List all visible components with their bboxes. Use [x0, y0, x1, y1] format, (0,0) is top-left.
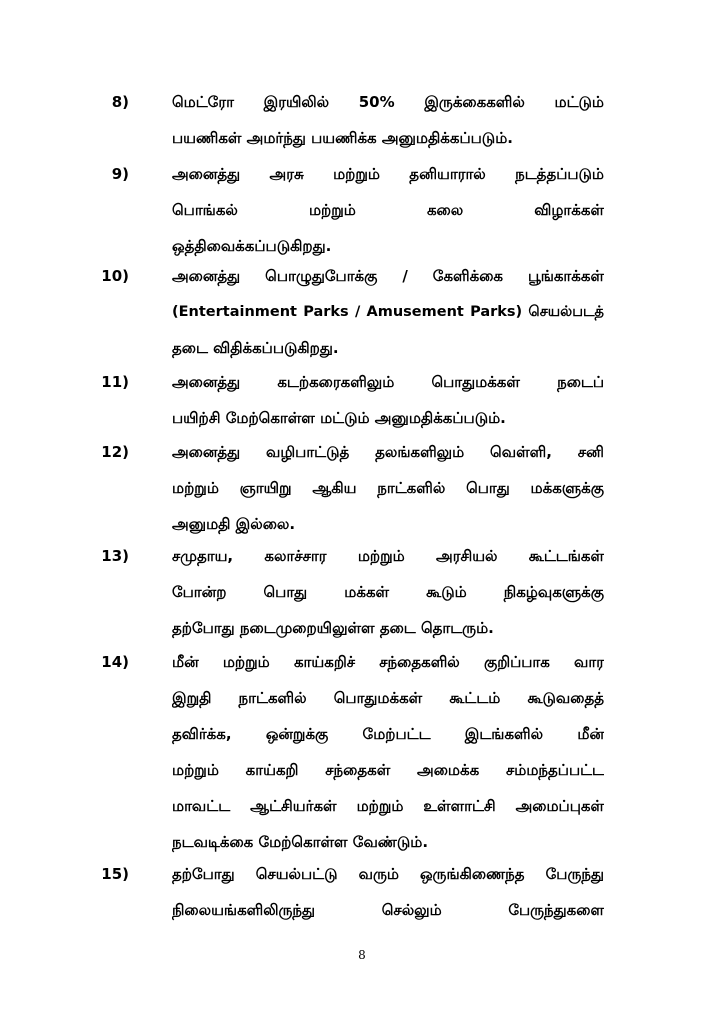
text-line: அனைத்து அரசு மற்றும் தனியாரால் நடத்தப்படும்: [172, 165, 604, 183]
item-number: 11): [101, 373, 129, 391]
text-line: பொங்கல் மற்றும் கலை விழாக்கள்: [172, 201, 604, 219]
item-text: [172, 434, 604, 542]
text-line: தடை விதிக்கப்படுகிறது.: [172, 339, 339, 357]
item-number: 9): [111, 165, 129, 183]
text-line: நிலையங்களிலிருந்து செல்லும் பேருந்துகளை: [172, 901, 604, 919]
text-line: (Entertainment Parks / Amusement Parks) செயல்படத்: [172, 304, 604, 320]
item-text: [172, 156, 604, 264]
text-line: தற்போது செயல்பட்டு வரும் ஒருங்கிணைந்த பேருந்து: [172, 865, 604, 883]
text-line: பயிற்சி மேற்கொள்ள மட்டும் அனுமதிக்கப்படும்.: [172, 409, 506, 427]
item-number: 8): [111, 93, 129, 111]
text-line: அனைத்து வழிபாட்டுத் தலங்களிலும் வெள்ளி, சனி: [172, 443, 604, 461]
item-number: 12): [101, 443, 129, 461]
item-text: [172, 258, 604, 366]
item-number: 13): [101, 547, 129, 565]
item-text: [172, 84, 604, 156]
text-line: அனைத்து பொழுதுபோக்கு / கேளிக்கை பூங்காக்கள்: [172, 267, 604, 285]
text-line: சமுதாய, கலாச்சார மற்றும் அரசியல் கூட்டங்கள்: [172, 547, 604, 565]
text-line: இறுதி நாட்களில் பொதுமக்கள் கூட்டம் கூடுவதைத்: [172, 689, 604, 707]
page-number: 8: [358, 948, 366, 962]
item-text: [172, 856, 604, 928]
text-line: மற்றும் ஞாயிறு ஆகிய நாட்களில் பொது மக்களுக்கு: [172, 479, 604, 497]
item-number: 14): [101, 653, 129, 671]
text-line: அனைத்து கடற்கரைகளிலும் பொதுமக்கள் நடைப்: [172, 373, 604, 391]
text-line: மற்றும் காய்கறி சந்தைகள் அமைக்க சம்மந்தப்பட்ட: [172, 761, 604, 779]
text-line: தவிர்க்க, ஒன்றுக்கு மேற்பட்ட இடங்களில் மீன்: [172, 725, 604, 743]
text-line: ஒத்திவைக்கப்படுகிறது.: [172, 237, 332, 255]
text-line: தற்போது நடைமுறையிலுள்ள தடை தொடரும்.: [172, 619, 494, 637]
text-line: அனுமதி இல்லை.: [172, 515, 296, 533]
item-text: [172, 364, 604, 436]
item-number: 10): [101, 267, 129, 285]
text-line: மீன் மற்றும் காய்கறிச் சந்தைகளில் குறிப்பாக வார: [172, 653, 604, 671]
text-line: போன்ற பொது மக்கள் கூடும் நிகழ்வுகளுக்கு: [172, 583, 604, 601]
item-text: [172, 644, 604, 860]
item-number: 15): [101, 865, 129, 883]
item-text: [172, 538, 604, 646]
text-line: மாவட்ட ஆட்சியர்கள் மற்றும் உள்ளாட்சி அமைப்புகள்: [172, 797, 604, 815]
text-line: பயணிகள் அமர்ந்து பயணிக்க அனுமதிக்கப்படும்.: [172, 129, 513, 147]
text-line: நடவடிக்கை மேற்கொள்ள வேண்டும்.: [172, 833, 429, 851]
text-line: மெட்ரோ இரயிலில் 50% இருக்கைகளில் மட்டும்: [172, 93, 604, 111]
